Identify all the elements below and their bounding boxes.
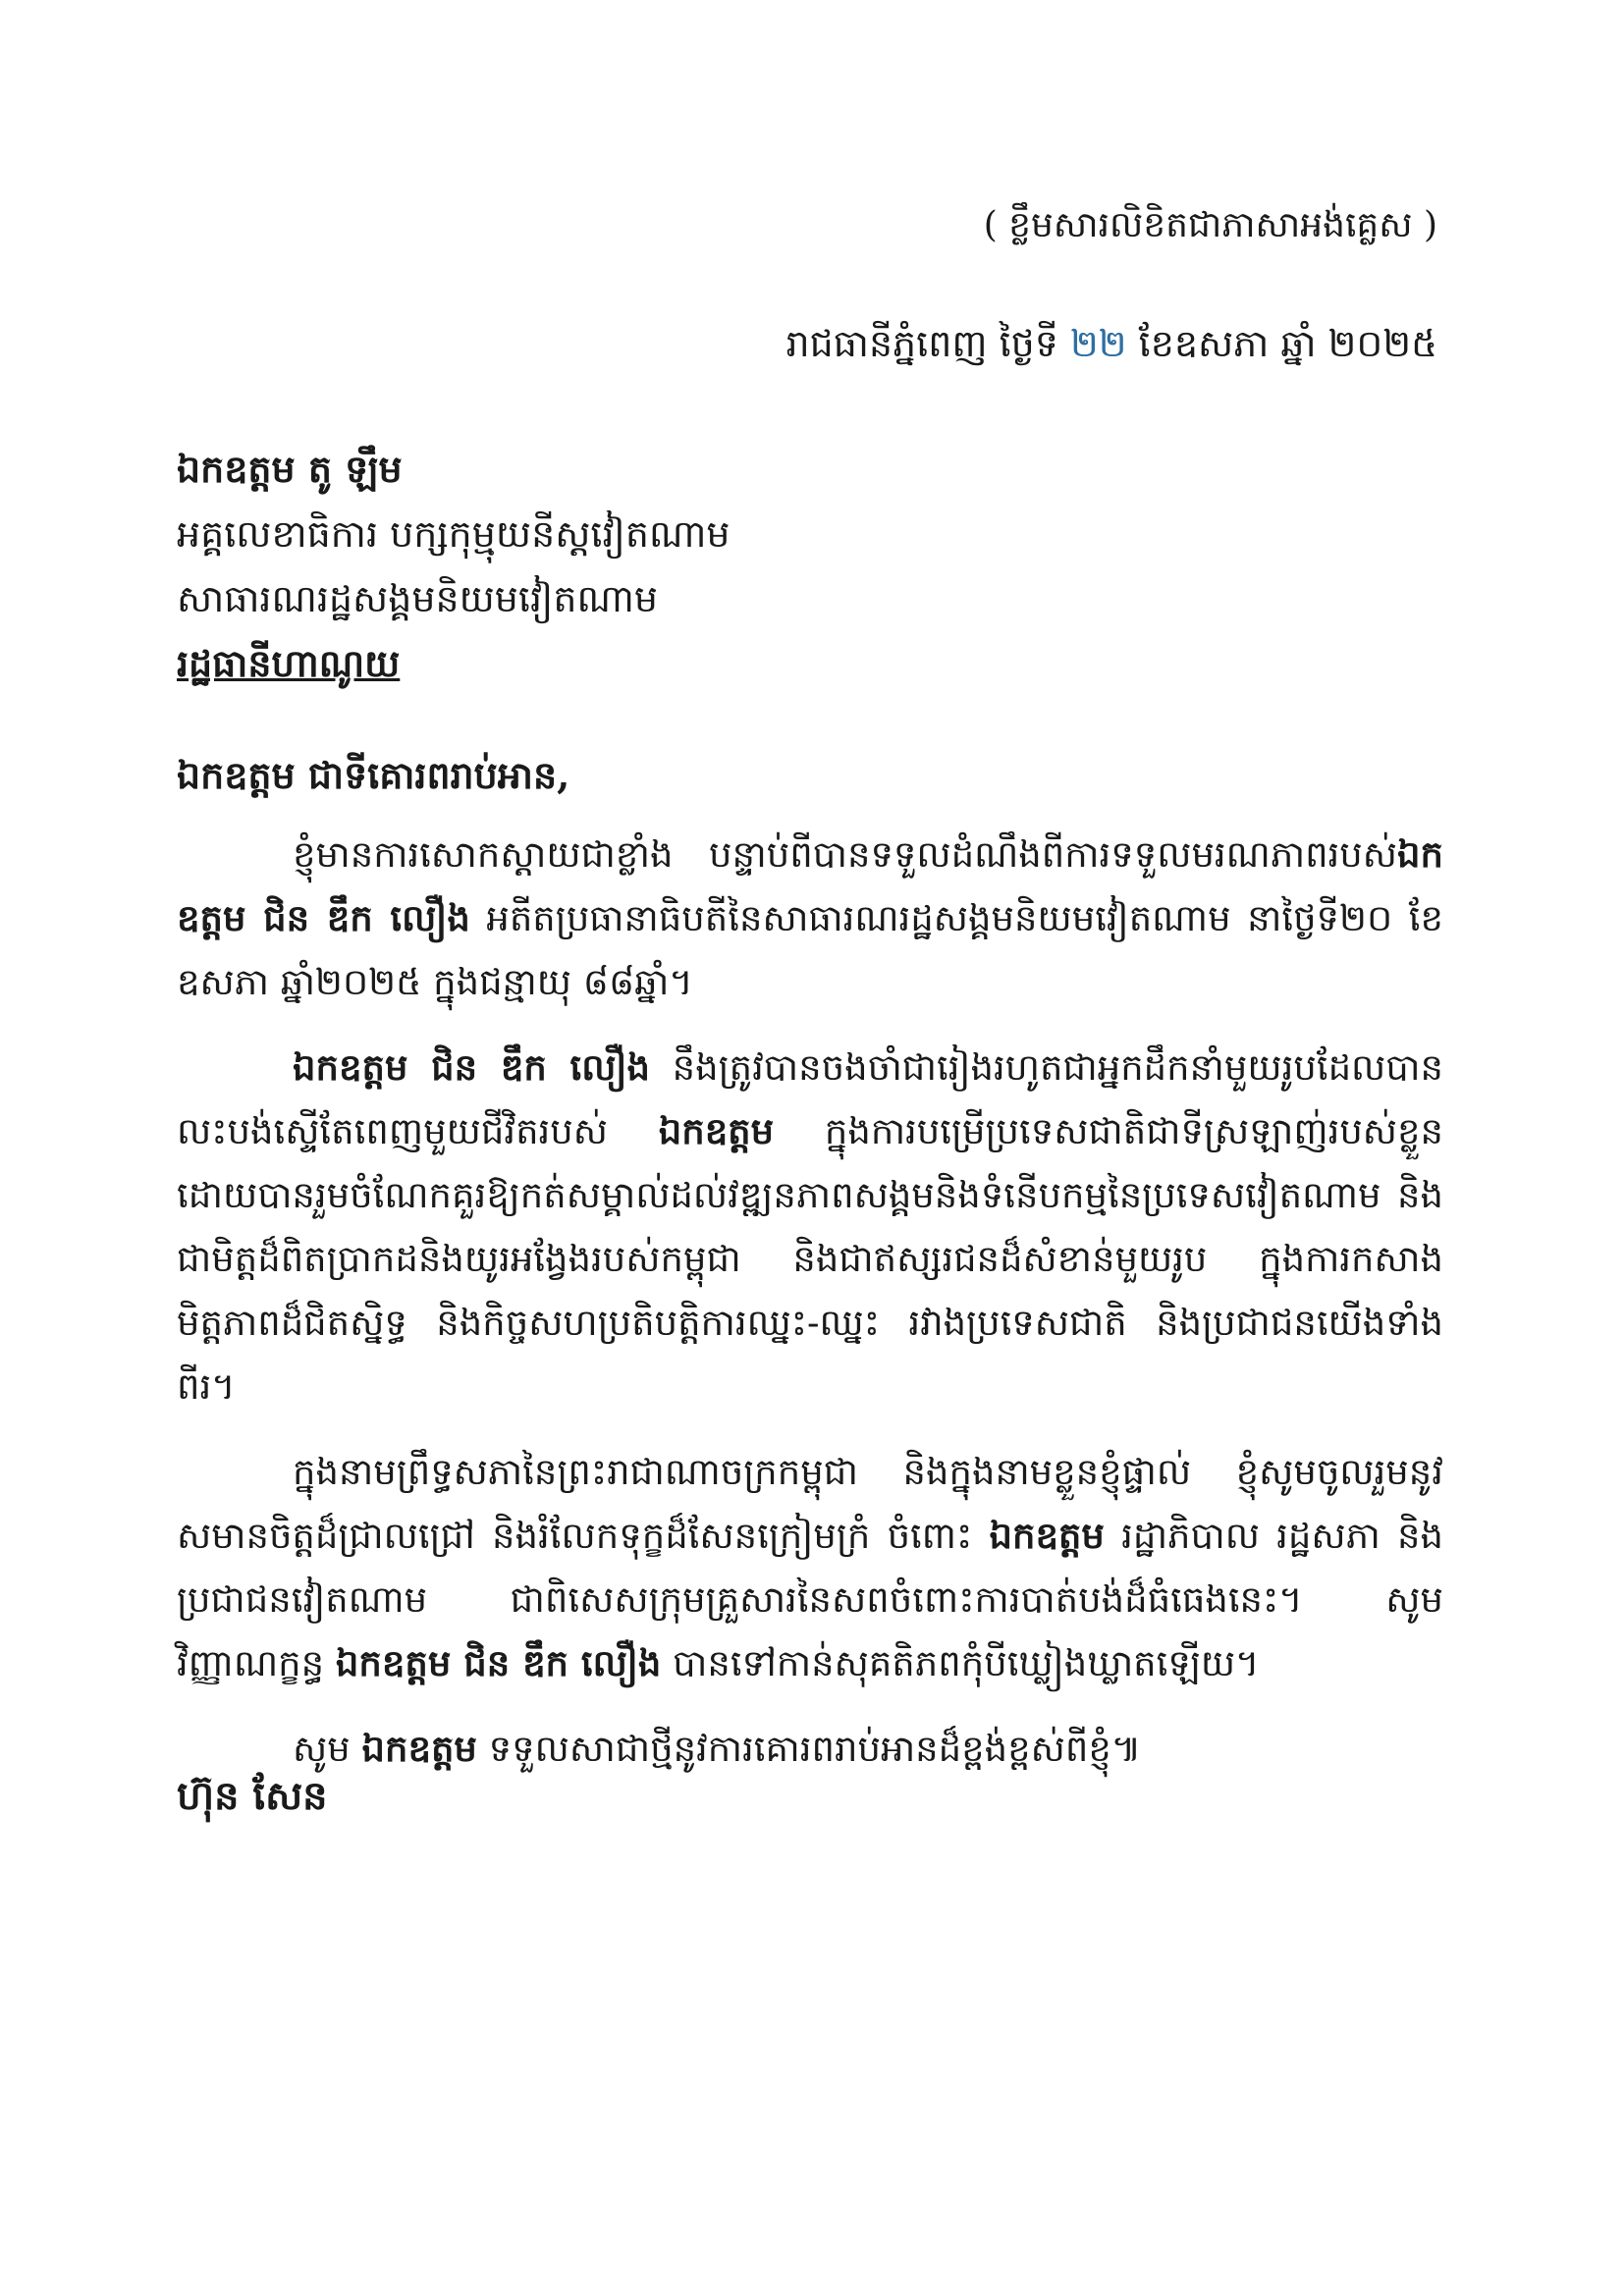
letter-body <box>177 823 1443 1802</box>
addressee-name: ឯកឧត្តម តូ ឡឹម <box>177 447 403 491</box>
date-line <box>786 314 1437 373</box>
p2-text-b: នឹងត្រូវបានចងចាំជារៀងរហូតជាអ្នកដឹកនាំមួយរូបដែលបានលះបង់ស្ទើតែពេញមួយជីវិតរបស់ <box>177 1046 1443 1152</box>
p3-text-e: បានទៅកាន់សុគតិភពកុំបីឃ្លៀងឃ្លាតឡើយ។ <box>661 1642 1260 1684</box>
salutation: ឯកឧត្តម ជាទីគោរពរាប់អាន, <box>177 753 570 797</box>
addressee-title: អគ្គលេខាធិការ បក្សកុម្មុយនីស្តវៀតណាម <box>177 512 731 556</box>
addressee-country: សាធារណរដ្ឋសង្គមនិយមវៀតណាម <box>177 577 659 620</box>
p3-text-c: រដ្ឋាភិបាល រដ្ឋសភា និងប្រជាជនវៀតណាម ជាពិសេសក្រុមគ្រួសារនៃសពចំពោះការបាត់បង់ដ៏ធំធេងនេះ។ សូមវិញ្ញាណក្ខន្ធ <box>177 1515 1443 1684</box>
p2-honorific: ឯកឧត្តម <box>658 1109 775 1152</box>
p4-text-c: ទទួលសាជាថ្មីនូវការគោរពរាប់អានដ៏ខ្ពង់ខ្ពស់ពីខ្ញុំ៕ <box>476 1728 1142 1770</box>
p3-text-a: ក្នុងនាមព្រឹទ្ធសភានៃព្រះរាជាណាចក្រកម្ពុជា និងក្នុងនាមខ្លួនខ្ញុំផ្ទាល់ ខ្ញុំសូមចូលរួមនូវសមានចិត្តដ៏ជ្រាលជ្រៅ និងរំលែកទុក្ខដ៏សែនក្រៀមក្រំ ចំពោះ <box>177 1451 1443 1557</box>
paragraph-3 <box>177 1440 1443 1695</box>
addressee-city: រដ្ឋធានីហាណូយ <box>177 641 401 685</box>
paragraph-1 <box>177 823 1443 1014</box>
addressee-block <box>177 437 1355 696</box>
signature-name: ហ៊ុន សែន <box>177 1773 328 1819</box>
p4-honorific: ឯកឧត្តម <box>361 1727 477 1770</box>
p1-text-c: អតីតប្រធានាធិបតីនៃសាធារណរដ្ឋសង្គមនិយមវៀតណាម នាថ្ងៃទី២០ ខែឧសភា ឆ្នាំ២០២៥ ក្នុងជន្មាយុ ៨៨ឆ្នាំ។ <box>177 897 1443 1003</box>
p3-honorific-name: ឯកឧត្តម ជិន ឌឹក លឿង <box>335 1641 662 1684</box>
p4-text-a: សូម <box>293 1728 362 1770</box>
p1-honorific-name: ឯកឧត្តម ជិន ឌឹក លឿង <box>177 832 1443 939</box>
p2-text-d: ក្នុងការបម្រើប្រទេសជាតិជាទីស្រឡាញ់របស់ខ្លួន ដោយបានរួមចំណែកគួរឱ្យកត់សម្គាល់ដល់វឌ្ឍនភាពសង្គមនិងទំនើបកម្មនៃប្រទេសវៀតណាម និងជាមិត្តដ៏ពិតប្រាកដនិងយូរអង្វែងរបស់កម្ពុជា និងជាឥស្សរជនដ៏សំខាន់មួយរូប ក្នុងការកសាងមិត្តភាពដ៏ជិតស្និទ្ធ និងកិច្ចសហប្រតិបត្តិការឈ្នះ-ឈ្នះ រវាងប្រទេសជាតិ និងប្រជាជនយើងទាំងពីរ។ <box>177 1110 1444 1408</box>
p2-honorific-name: ឯកឧត្តម ជិន ឌឹក លឿង <box>293 1045 651 1089</box>
date-prefix: រាជធានីភ្នំពេញ ថ្ងៃទី <box>785 322 1058 365</box>
p1-text-a: ខ្ញុំមានការសោកស្តាយជាខ្លាំង បន្ទាប់ពីបានទទួលដំណឹងពីការទទួលមរណភាពរបស់ <box>293 833 1398 876</box>
paragraph-4 <box>177 1717 1443 1781</box>
translation-note: ( ខ្លឹមសារលិខិតជាភាសាអង់គ្លេស ) <box>983 205 1437 245</box>
p3-honorific: ឯកឧត្តម <box>989 1514 1105 1557</box>
date-day: ២២ <box>1070 322 1127 365</box>
date-suffix: ខែឧសភា ឆ្នាំ ២០២៥ <box>1138 322 1437 365</box>
paragraph-2 <box>177 1036 1443 1418</box>
